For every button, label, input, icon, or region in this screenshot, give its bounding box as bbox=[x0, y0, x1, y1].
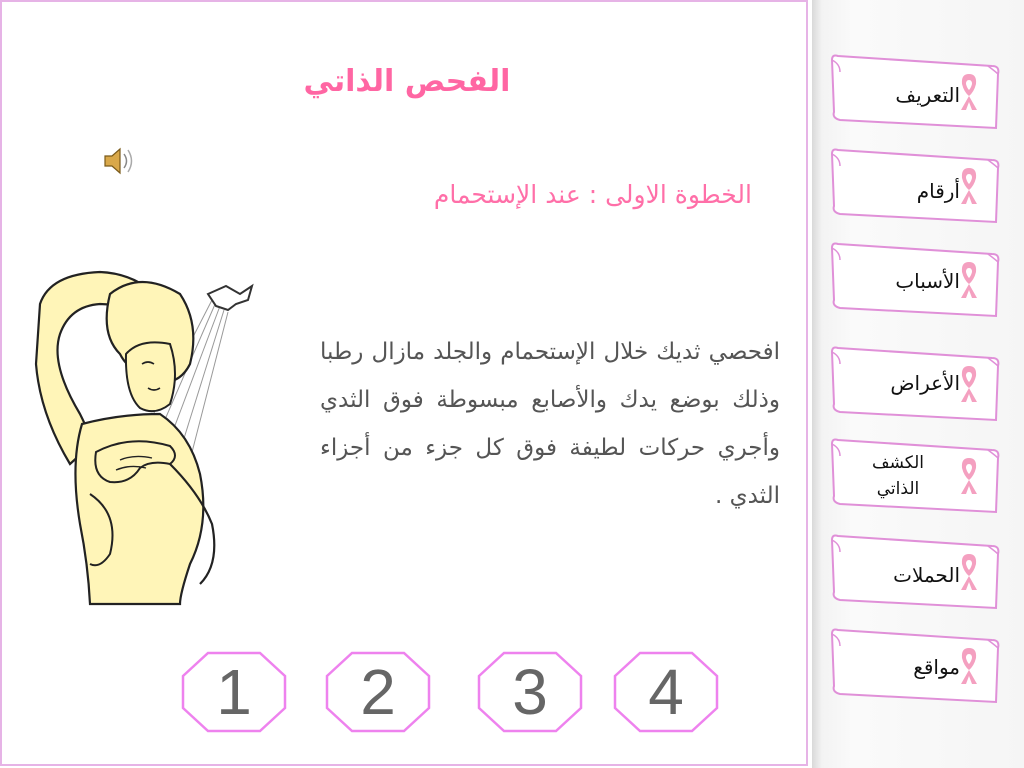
nav-item-symptoms[interactable] bbox=[828, 344, 1002, 422]
pink-ribbon-icon bbox=[958, 364, 980, 404]
nav-item-definition[interactable] bbox=[828, 52, 1002, 130]
pink-ribbon-icon bbox=[958, 552, 980, 592]
nav-item-label: الأعراض bbox=[890, 371, 960, 395]
nav-item-label: الكشف الذاتي bbox=[871, 453, 925, 499]
nav-item-label: الأسباب bbox=[895, 269, 960, 293]
nav-item-label: مواقع bbox=[913, 655, 960, 679]
instruction-text: افحصي ثديك خلال الإستحمام والجلد مازال رطبا وذلك بوضع يدك والأصابع مبسوطة فوق الثدي وأجري حركات لطيفة فوق كل جزء من أجزاء الثدي . bbox=[320, 339, 780, 509]
pink-ribbon-icon bbox=[958, 166, 980, 206]
nav-item-causes[interactable] bbox=[828, 240, 1002, 318]
nav-item-self-exam[interactable] bbox=[828, 436, 1002, 514]
nav-item-campaigns[interactable] bbox=[828, 532, 1002, 610]
nav-item-label: أرقام bbox=[916, 179, 960, 203]
pink-ribbon-icon bbox=[958, 646, 980, 686]
page-title: الفحص الذاتي bbox=[303, 64, 511, 99]
nav-item-label: الحملات bbox=[893, 563, 960, 587]
step-2-label: 2 bbox=[360, 656, 396, 728]
nav-item-label: التعريف bbox=[895, 83, 960, 107]
woman-shower-illustration bbox=[30, 264, 260, 606]
speaker-icon[interactable] bbox=[102, 145, 138, 177]
step-subtitle: الخطوة الاولى : عند الإستحمام bbox=[433, 180, 752, 209]
pink-ribbon-icon bbox=[958, 260, 980, 300]
pink-ribbon-icon bbox=[958, 456, 980, 496]
pink-ribbon-icon bbox=[958, 72, 980, 112]
nav-item-websites[interactable] bbox=[828, 626, 1002, 704]
nav-item-numbers[interactable] bbox=[828, 146, 1002, 224]
step-3-button[interactable] bbox=[476, 650, 584, 734]
step-1-label: 1 bbox=[216, 656, 252, 728]
step-4-label: 4 bbox=[648, 656, 684, 728]
step-1-button[interactable] bbox=[180, 650, 288, 734]
step-4-button[interactable] bbox=[612, 650, 720, 734]
step-3-label: 3 bbox=[512, 656, 548, 728]
step-2-button[interactable] bbox=[324, 650, 432, 734]
